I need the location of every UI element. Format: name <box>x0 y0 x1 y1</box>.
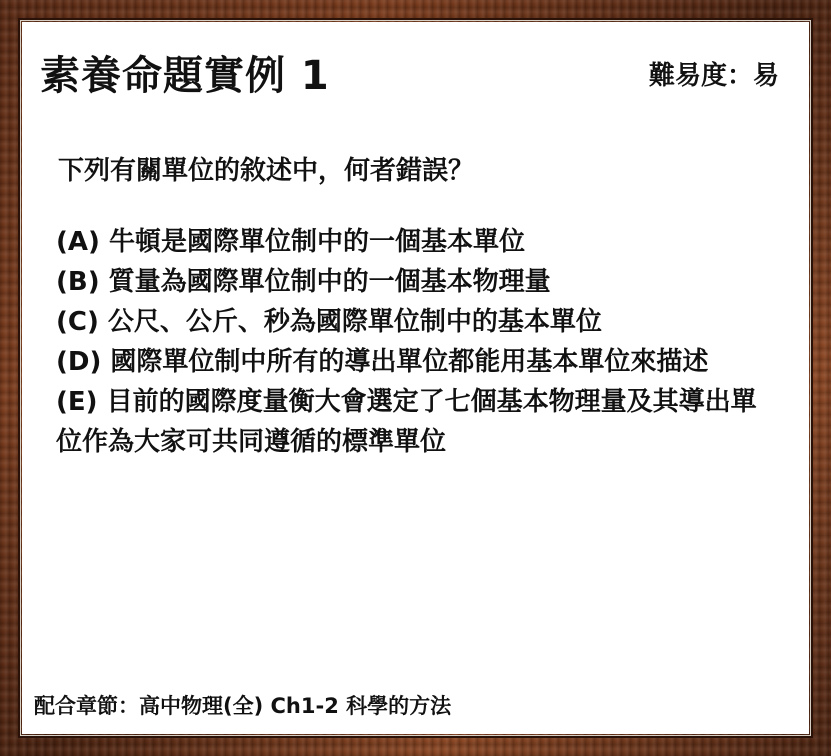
option-d: (D) 國際單位制中所有的導出單位都能用基本單位來描述 <box>56 347 709 377</box>
option-b: (B) 質量為國際單位制中的一個基本物理量 <box>56 267 551 297</box>
question-stem: 下列有關單位的敘述中，何者錯誤？ <box>58 156 475 186</box>
page-title: 素養命題實例 1 <box>40 53 330 99</box>
answer-options <box>56 222 776 462</box>
option-a: (A) 牛頓是國際單位制中的一個基本單位 <box>56 227 525 257</box>
option-e: (E) 目前的國際度量衡大會選定了七個基本物理量及其導出單位作為大家可共同遵循的標準單位 <box>56 387 757 457</box>
difficulty-label: 難易度：易 <box>648 61 779 91</box>
chapter-reference: 配合章節：高中物理(全) Ch1-2 科學的方法 <box>34 694 452 718</box>
option-c: (C) 公尺、公斤、秒為國際單位制中的基本單位 <box>56 307 602 337</box>
whiteboard <box>22 22 809 734</box>
